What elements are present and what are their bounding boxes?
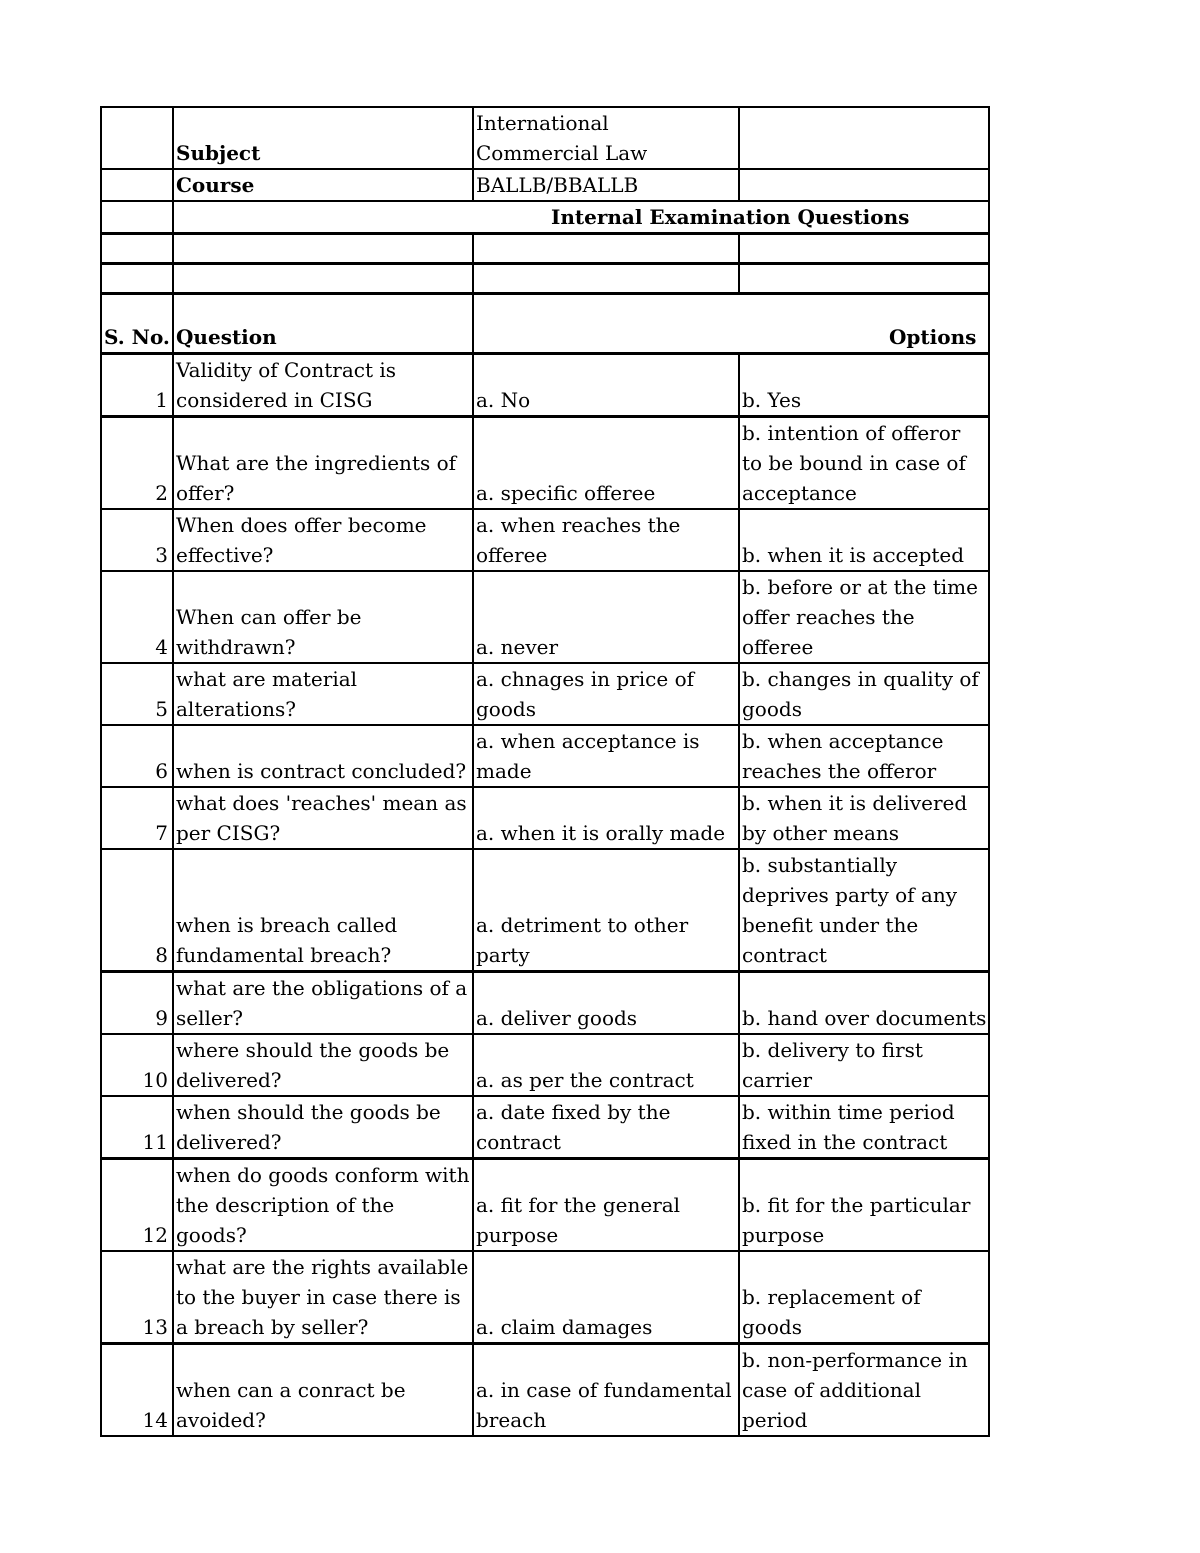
subject-value: International Commercial Law <box>473 107 739 169</box>
row-number: 5 <box>101 663 173 725</box>
table-row <box>101 1159 989 1252</box>
question-cell: what are material alterations? <box>173 663 473 725</box>
option-b-cell: b. when it is delivered by other means <box>739 787 989 849</box>
question-cell: when is contract concluded? <box>173 725 473 787</box>
row-number: 3 <box>101 509 173 571</box>
table-row <box>101 1251 989 1344</box>
question-cell: when is breach called fundamental breach? <box>173 849 473 972</box>
table-row <box>101 1096 989 1159</box>
question-cell: When can offer be withdrawn? <box>173 571 473 663</box>
subject-row <box>101 107 989 169</box>
empty-cell <box>739 107 989 169</box>
row-number: 2 <box>101 417 173 510</box>
table-row <box>101 1034 989 1096</box>
option-a-cell: a. fit for the general purpose <box>473 1159 739 1252</box>
empty-cell <box>739 169 989 201</box>
row-number: 13 <box>101 1251 173 1344</box>
column-header-row <box>101 294 989 354</box>
option-a-cell: a. never <box>473 571 739 663</box>
empty-cell <box>101 169 173 201</box>
option-a-cell: a. No <box>473 354 739 417</box>
row-number: 4 <box>101 571 173 663</box>
question-cell: where should the goods be delivered? <box>173 1034 473 1096</box>
option-a-cell: a. when it is orally made <box>473 787 739 849</box>
option-a-cell: a. deliver goods <box>473 972 739 1035</box>
question-cell: what are the obligations of a seller? <box>173 972 473 1035</box>
table-row <box>101 725 989 787</box>
option-b-cell: b. fit for the particular purpose <box>739 1159 989 1252</box>
option-b-cell: b. replacement of goods <box>739 1251 989 1344</box>
table-row <box>101 417 989 510</box>
empty-cell <box>101 234 173 264</box>
option-b-cell: b. within time period fixed in the contract <box>739 1096 989 1159</box>
row-number: 11 <box>101 1096 173 1159</box>
subject-label: Subject <box>173 107 473 169</box>
option-b-cell: b. substantially deprives party of any benefit under the contract <box>739 849 989 972</box>
empty-cell <box>739 264 989 294</box>
option-b-cell: b. when acceptance reaches the offeror <box>739 725 989 787</box>
question-cell: when can a conract be avoided? <box>173 1344 473 1437</box>
exam-questions-table <box>100 106 990 1437</box>
question-cell: when do goods conform with the description of the goods? <box>173 1159 473 1252</box>
option-a-cell: a. detriment to other party <box>473 849 739 972</box>
empty-cell <box>101 201 173 234</box>
question-cell: When does offer become effective? <box>173 509 473 571</box>
empty-cell <box>739 234 989 264</box>
row-number: 8 <box>101 849 173 972</box>
table-row <box>101 663 989 725</box>
option-a-cell: a. as per the contract <box>473 1034 739 1096</box>
options-header: Options <box>473 294 989 354</box>
table-row <box>101 509 989 571</box>
course-row <box>101 169 989 201</box>
table-row <box>101 1344 989 1437</box>
empty-cell <box>101 107 173 169</box>
table-row <box>101 787 989 849</box>
row-number: 14 <box>101 1344 173 1437</box>
empty-cell <box>473 234 739 264</box>
exam-title: Internal Examination Questions <box>173 201 989 234</box>
table-row <box>101 354 989 417</box>
empty-cell <box>173 234 473 264</box>
question-header: Question <box>173 294 473 354</box>
row-number: 1 <box>101 354 173 417</box>
option-b-cell: b. intention of offeror to be bound in case of acceptance <box>739 417 989 510</box>
option-b-cell: b. Yes <box>739 354 989 417</box>
course-label: Course <box>173 169 473 201</box>
sno-header: S. No. <box>101 294 173 354</box>
blank-row <box>101 264 989 294</box>
option-b-cell: b. when it is accepted <box>739 509 989 571</box>
question-cell: Validity of Contract is considered in CISG <box>173 354 473 417</box>
table-row <box>101 849 989 972</box>
option-b-cell: b. delivery to first carrier <box>739 1034 989 1096</box>
option-a-cell: a. date fixed by the contract <box>473 1096 739 1159</box>
option-a-cell: a. when reaches the offeree <box>473 509 739 571</box>
row-number: 6 <box>101 725 173 787</box>
row-number: 12 <box>101 1159 173 1252</box>
row-number: 10 <box>101 1034 173 1096</box>
option-a-cell: a. in case of fundamental breach <box>473 1344 739 1437</box>
empty-cell <box>101 264 173 294</box>
row-number: 7 <box>101 787 173 849</box>
option-b-cell: b. before or at the time offer reaches the offeree <box>739 571 989 663</box>
exam-title-row <box>101 201 989 234</box>
option-b-cell: b. hand over documents <box>739 972 989 1035</box>
question-cell: when should the goods be delivered? <box>173 1096 473 1159</box>
option-b-cell: b. changes in quality of goods <box>739 663 989 725</box>
table-row <box>101 972 989 1035</box>
blank-row <box>101 234 989 264</box>
question-cell: what does 'reaches' mean as per CISG? <box>173 787 473 849</box>
question-cell: What are the ingredients of offer? <box>173 417 473 510</box>
option-a-cell: a. chnages in price of goods <box>473 663 739 725</box>
option-a-cell: a. claim damages <box>473 1251 739 1344</box>
empty-cell <box>473 264 739 294</box>
option-b-cell: b. non-performance in case of additional period <box>739 1344 989 1437</box>
table-body <box>101 107 989 1436</box>
row-number: 9 <box>101 972 173 1035</box>
option-a-cell: a. when acceptance is made <box>473 725 739 787</box>
question-cell: what are the rights available to the buyer in case there is a breach by seller? <box>173 1251 473 1344</box>
option-a-cell: a. specific offeree <box>473 417 739 510</box>
course-value: BALLB/BBALLB <box>473 169 739 201</box>
empty-cell <box>173 264 473 294</box>
table-row <box>101 571 989 663</box>
